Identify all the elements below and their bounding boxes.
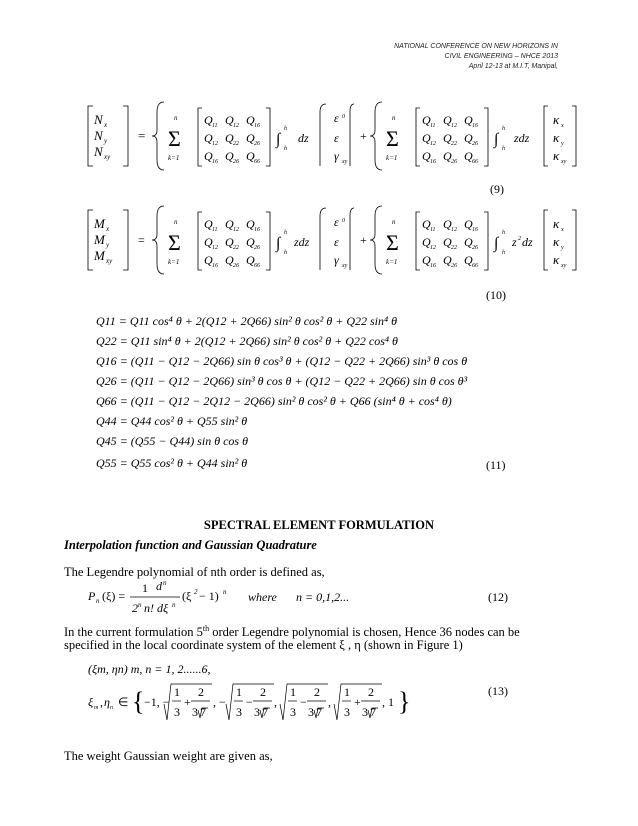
header-line-2: CIVIL ENGINEERING – NHCE 2013 xyxy=(444,53,558,60)
svg-text:Q: Q xyxy=(422,253,431,267)
svg-text:=: = xyxy=(138,233,145,247)
section-heading: SPECTRAL ELEMENT FORMULATION xyxy=(203,518,435,532)
svg-text:M: M xyxy=(94,216,105,231)
svg-text:Q: Q xyxy=(443,149,452,163)
svg-text:h: h xyxy=(284,250,287,256)
svg-text:xy: xy xyxy=(342,263,348,269)
svg-text:22: 22 xyxy=(451,245,457,251)
svg-text:x: x xyxy=(561,227,564,233)
svg-text:Q: Q xyxy=(246,131,255,145)
legendre-paragraph-line2: specified in the local coordinate system of the element ξ , η (shown in Figure 1) xyxy=(64,638,463,652)
svg-text:16: 16 xyxy=(430,159,436,165)
svg-text:26: 26 xyxy=(451,159,457,165)
svg-text:16: 16 xyxy=(254,227,260,233)
svg-text:M: M xyxy=(94,232,105,247)
svg-text:Q: Q xyxy=(464,235,473,249)
eq11-line-4: Q26 = (Q11 − Q12 − 2Q66) sin³ θ cos θ + (Q12 − Q22 + 2Q66) sin θ cos θ³ xyxy=(96,374,468,388)
svg-text:γ: γ xyxy=(334,149,339,163)
svg-text:26: 26 xyxy=(254,141,260,147)
svg-text:Q: Q xyxy=(422,131,431,145)
svg-text:22: 22 xyxy=(233,245,239,251)
svg-text:− 1): − 1) xyxy=(199,589,219,603)
svg-text:(ξ) =: (ξ) = xyxy=(102,589,126,603)
svg-text:16: 16 xyxy=(254,123,260,129)
svg-text:n: n xyxy=(392,114,396,122)
svg-text:26: 26 xyxy=(472,245,478,251)
svg-text:xy: xy xyxy=(104,153,111,161)
svg-text:κ: κ xyxy=(553,216,560,231)
svg-text:Q: Q xyxy=(464,217,473,231)
eq12-where: where xyxy=(248,590,277,604)
equation-9-graphic xyxy=(80,96,580,176)
svg-text:Q: Q xyxy=(422,235,431,249)
svg-text:x: x xyxy=(106,225,110,233)
svg-text:n! dξ: n! dξ xyxy=(144,601,169,615)
svg-text:x: x xyxy=(561,123,564,129)
svg-text:22: 22 xyxy=(451,141,457,147)
svg-text:, 1: , 1 xyxy=(382,695,394,709)
svg-text:26: 26 xyxy=(451,263,457,269)
eq12-range: n = 0,1,2... xyxy=(296,590,350,604)
equation-11-number: (11) xyxy=(486,458,506,472)
equation-12-number: (12) xyxy=(488,590,508,604)
svg-text:0: 0 xyxy=(342,218,345,224)
header-line-3: April 12-13 at M.I.T, Manipal, xyxy=(468,63,558,70)
svg-text:−1, −: −1, − xyxy=(144,695,170,709)
legendre-intro: The Legendre polynomial of nth order is defined as, xyxy=(64,565,325,579)
svg-text:n: n xyxy=(223,588,227,596)
svg-text:∈: ∈ xyxy=(118,695,129,709)
svg-text:z: z xyxy=(512,235,517,249)
svg-text:Q: Q xyxy=(464,113,473,127)
svg-text:12: 12 xyxy=(430,245,436,251)
svg-text:16: 16 xyxy=(472,123,478,129)
equation-13-number: (13) xyxy=(488,684,508,698)
svg-text:∫: ∫ xyxy=(494,131,499,148)
svg-text:(ξ: (ξ xyxy=(182,589,192,603)
svg-text:2: 2 xyxy=(194,588,198,596)
svg-text:η: η xyxy=(104,695,110,709)
svg-text:Q: Q xyxy=(422,113,431,127)
svg-text:n: n xyxy=(174,114,178,122)
svg-text:ε: ε xyxy=(334,235,339,249)
svg-text:+: + xyxy=(360,129,367,143)
svg-text:=: = xyxy=(138,128,146,143)
svg-text:Q: Q xyxy=(246,235,255,249)
svg-text:P: P xyxy=(88,589,96,603)
svg-text:1: 1 xyxy=(236,685,242,699)
svg-text:n: n xyxy=(392,218,396,226)
svg-text:Q: Q xyxy=(422,149,431,163)
svg-text:Q: Q xyxy=(443,131,452,145)
header-line-1: NATIONAL CONFERENCE ON NEW HORIZONS IN xyxy=(394,43,558,50)
svg-text:N: N xyxy=(94,144,103,159)
para2-sup: th xyxy=(202,624,210,633)
svg-text:16: 16 xyxy=(430,263,436,269)
svg-text:Q: Q xyxy=(204,149,213,163)
svg-text:Q: Q xyxy=(225,149,234,163)
svg-text:3: 3 xyxy=(192,705,198,719)
svg-text:ε: ε xyxy=(334,111,339,125)
eq11-line-8: Q55 = Q55 cos² θ + Q44 sin² θ xyxy=(96,456,248,470)
svg-text:,: , xyxy=(328,695,331,709)
svg-text:ξ: ξ xyxy=(88,695,94,709)
eq11-line-7: Q45 = (Q55 − Q44) sin θ cos θ xyxy=(96,434,248,448)
svg-text:Q: Q xyxy=(246,217,255,231)
svg-text:3: 3 xyxy=(290,705,296,719)
svg-text:12: 12 xyxy=(212,245,218,251)
svg-text:y: y xyxy=(561,141,564,147)
eq11-line-6: Q44 = Q44 cos² θ + Q55 sin² θ xyxy=(96,414,248,428)
svg-text:Q: Q xyxy=(225,235,234,249)
svg-text:γ: γ xyxy=(334,253,339,267)
svg-text:Q: Q xyxy=(204,131,213,145)
svg-text:,: , xyxy=(274,695,277,709)
svg-text:h: h xyxy=(284,146,287,152)
svg-text:y: y xyxy=(561,245,564,251)
svg-text:n: n xyxy=(172,601,176,609)
svg-text:26: 26 xyxy=(233,159,239,165)
svg-text:m: m xyxy=(94,705,99,711)
svg-text:12: 12 xyxy=(233,123,239,129)
svg-text:−: − xyxy=(300,695,307,709)
svg-text:Q: Q xyxy=(204,113,213,127)
svg-text:7: 7 xyxy=(200,705,206,719)
svg-text:66: 66 xyxy=(472,159,478,165)
svg-text:11: 11 xyxy=(212,123,218,129)
svg-text:26: 26 xyxy=(233,263,239,269)
svg-text:Σ: Σ xyxy=(168,230,181,255)
svg-text:κ: κ xyxy=(553,130,560,145)
page-header xyxy=(394,42,558,72)
svg-text:66: 66 xyxy=(254,159,260,165)
svg-text:Σ: Σ xyxy=(386,230,399,255)
eq13-line-1: (ξm, ηn) m, n = 1, 2......6, xyxy=(88,662,211,676)
svg-text:x: x xyxy=(104,121,108,129)
svg-text:2: 2 xyxy=(198,685,204,699)
svg-text:n: n xyxy=(163,579,167,587)
svg-text:−: − xyxy=(246,695,253,709)
svg-text:}: } xyxy=(398,687,411,716)
svg-text:16: 16 xyxy=(212,263,218,269)
eq11-line-2: Q22 = Q11 sin⁴ θ + 2(Q12 + 2Q66) sin² θ cos² θ + Q22 cos⁴ θ xyxy=(96,334,398,348)
svg-text:k=1: k=1 xyxy=(386,258,398,266)
svg-text:26: 26 xyxy=(254,245,260,251)
svg-text:, −: , − xyxy=(213,695,226,709)
svg-text:7: 7 xyxy=(262,705,268,719)
svg-text:κ: κ xyxy=(553,148,560,163)
svg-text:xy: xy xyxy=(342,159,348,165)
svg-text:h: h xyxy=(502,250,505,256)
svg-text:h: h xyxy=(502,146,505,152)
svg-text:66: 66 xyxy=(472,263,478,269)
svg-text:Q: Q xyxy=(204,253,213,267)
svg-text:n: n xyxy=(110,705,113,711)
svg-text:n: n xyxy=(96,597,100,605)
para2-end: order Legendre polynomial is chosen, Hence 36 nodes can be xyxy=(209,625,520,640)
equation-13-graphic xyxy=(88,682,428,728)
svg-text:Q: Q xyxy=(246,149,255,163)
svg-text:12: 12 xyxy=(233,227,239,233)
svg-text:3: 3 xyxy=(344,705,350,719)
svg-text:22: 22 xyxy=(233,141,239,147)
equation-10-graphic xyxy=(80,200,580,280)
eq11-line-5: Q66 = (Q11 − Q12 − 2Q12 − 2Q66) sin² θ cos² θ + Q66 (sin⁴ θ + cos⁴ θ) xyxy=(96,394,452,408)
svg-text:k=1: k=1 xyxy=(168,154,180,162)
svg-text:2: 2 xyxy=(518,236,521,242)
svg-text:{: { xyxy=(132,687,145,716)
svg-text:66: 66 xyxy=(254,263,260,269)
svg-text:Q: Q xyxy=(464,253,473,267)
subsection-heading: Interpolation function and Gaussian Quadrature xyxy=(64,538,317,552)
svg-text:y: y xyxy=(106,241,110,249)
svg-text:11: 11 xyxy=(430,227,436,233)
svg-text:Q: Q xyxy=(443,253,452,267)
svg-text:d: d xyxy=(156,579,162,593)
svg-text:κ: κ xyxy=(553,234,560,249)
svg-text:+: + xyxy=(360,233,367,247)
eq11-line-3: Q16 = (Q11 − Q12 − 2Q66) sin θ cos³ θ + (Q12 − Q22 + 2Q66) sin³ θ cos θ xyxy=(96,354,468,368)
svg-text:ε: ε xyxy=(334,131,339,145)
svg-text:Σ: Σ xyxy=(386,126,399,151)
svg-text:3: 3 xyxy=(236,705,242,719)
svg-text:κ: κ xyxy=(553,252,560,267)
svg-text:12: 12 xyxy=(451,227,457,233)
svg-text:Q: Q xyxy=(246,253,255,267)
svg-text:2: 2 xyxy=(368,685,374,699)
svg-text:11: 11 xyxy=(430,123,436,129)
svg-text:+: + xyxy=(184,695,191,709)
svg-text:Q: Q xyxy=(225,113,234,127)
svg-text:Q: Q xyxy=(464,131,473,145)
svg-text:12: 12 xyxy=(430,141,436,147)
svg-text:h: h xyxy=(502,230,505,236)
svg-text:7: 7 xyxy=(316,705,322,719)
para2-start: In the current formulation 5 xyxy=(64,625,203,640)
svg-text:16: 16 xyxy=(212,159,218,165)
svg-text:M: M xyxy=(94,248,105,263)
svg-text:+: + xyxy=(354,695,361,709)
svg-text:Q: Q xyxy=(422,217,431,231)
svg-text:16: 16 xyxy=(472,227,478,233)
svg-text:Σ: Σ xyxy=(168,126,181,151)
svg-text:2: 2 xyxy=(260,685,266,699)
svg-text:k=1: k=1 xyxy=(168,258,180,266)
svg-text:n: n xyxy=(174,218,178,226)
weights-intro: The weight Gaussian weight are given as, xyxy=(64,749,273,763)
svg-text:y: y xyxy=(104,137,108,145)
svg-text:k=1: k=1 xyxy=(386,154,398,162)
svg-text:h: h xyxy=(502,126,505,132)
svg-text:3: 3 xyxy=(362,705,368,719)
svg-text:0: 0 xyxy=(342,114,345,120)
svg-text:3: 3 xyxy=(174,705,180,719)
svg-text:h: h xyxy=(284,230,287,236)
svg-text:∫: ∫ xyxy=(276,131,281,148)
svg-text:3: 3 xyxy=(254,705,260,719)
svg-text:26: 26 xyxy=(472,141,478,147)
svg-text:ε: ε xyxy=(334,215,339,229)
svg-text:Q: Q xyxy=(225,217,234,231)
svg-text:12: 12 xyxy=(212,141,218,147)
svg-text:2: 2 xyxy=(132,601,138,615)
svg-text:∫: ∫ xyxy=(494,235,499,252)
svg-text:Q: Q xyxy=(225,131,234,145)
svg-text:N: N xyxy=(94,128,103,143)
equation-10-number: (10) xyxy=(486,288,506,302)
svg-text:12: 12 xyxy=(451,123,457,129)
svg-text:Q: Q xyxy=(443,113,452,127)
svg-text:1: 1 xyxy=(290,685,296,699)
svg-text:1: 1 xyxy=(142,581,148,595)
svg-text:h: h xyxy=(284,126,287,132)
equation-9-number: (9) xyxy=(490,182,504,196)
svg-text:zdz: zdz xyxy=(514,131,530,145)
svg-text:dz: dz xyxy=(298,131,309,145)
svg-text:xy: xy xyxy=(106,257,113,265)
svg-text:,: , xyxy=(100,695,103,709)
svg-text:2: 2 xyxy=(314,685,320,699)
svg-text:3: 3 xyxy=(308,705,314,719)
eq11-line-1: Q11 = Q11 cos⁴ θ + 2(Q12 + 2Q66) sin² θ cos² θ + Q22 sin⁴ θ xyxy=(96,314,398,328)
svg-text:κ: κ xyxy=(553,112,560,127)
svg-text:Q: Q xyxy=(443,235,452,249)
svg-text:Q: Q xyxy=(464,149,473,163)
svg-text:1: 1 xyxy=(344,685,350,699)
svg-text:xy: xy xyxy=(561,159,567,165)
svg-text:zdz: zdz xyxy=(294,235,310,249)
svg-text:Q: Q xyxy=(246,113,255,127)
svg-text:xy: xy xyxy=(561,263,567,269)
svg-text:∫: ∫ xyxy=(276,235,281,252)
svg-text:Q: Q xyxy=(204,235,213,249)
svg-text:7: 7 xyxy=(370,705,376,719)
svg-text:Q: Q xyxy=(443,217,452,231)
svg-text:11: 11 xyxy=(212,227,218,233)
svg-text:Q: Q xyxy=(225,253,234,267)
svg-text:n: n xyxy=(138,601,142,609)
svg-text:Q: Q xyxy=(204,217,213,231)
svg-text:dz: dz xyxy=(522,235,533,249)
svg-text:N: N xyxy=(94,112,103,127)
svg-text:1: 1 xyxy=(174,685,180,699)
